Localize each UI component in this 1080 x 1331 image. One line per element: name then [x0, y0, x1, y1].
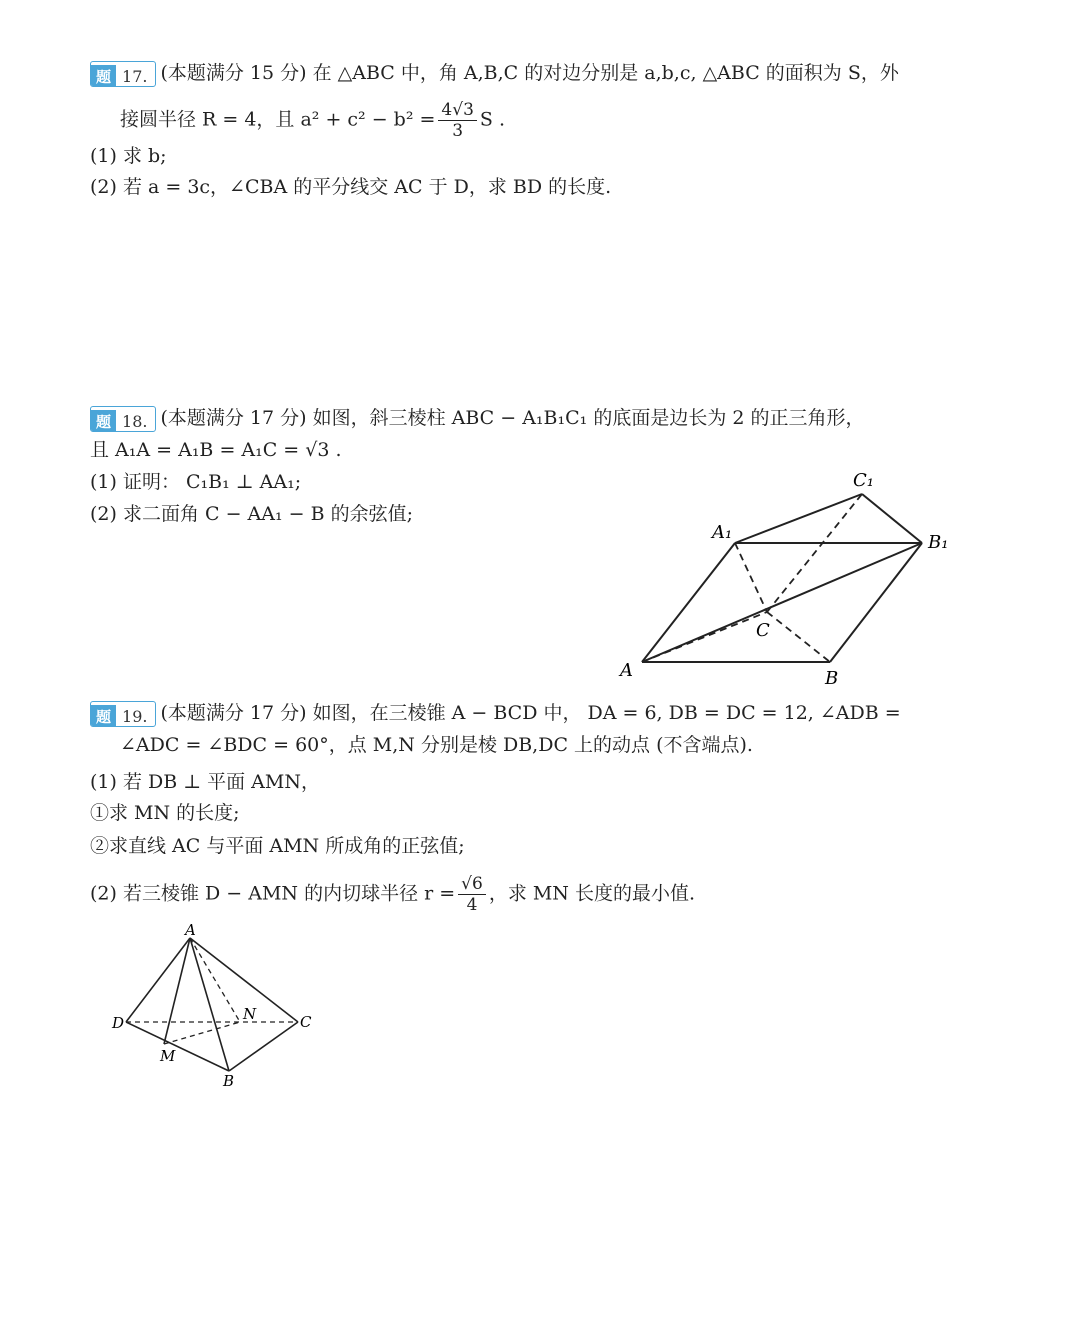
problem-17-tag [90, 61, 156, 87]
problem-17-line1 [90, 59, 899, 87]
problem-19-q2-text: (2) 若三棱锥 D − AMN 的内切球半径 r = [90, 882, 456, 905]
label-N: N [243, 1005, 257, 1023]
diagonal-A-B1 [642, 543, 922, 662]
problem-17-line2 [120, 100, 505, 141]
label-C1: C₁ [853, 470, 874, 491]
problem-number: 19. [122, 707, 148, 726]
problem-19-q1b: ②求直线 AC 与平面 AMN 所成角的正弦值; [90, 835, 465, 857]
problem-17-stem: (本题满分 15 分) 在 △ABC 中，角 A,B,C 的对边分别是 a,b,c, △ABC 的面积为 S，外 [160, 62, 899, 84]
problem-number: 17. [122, 67, 148, 86]
problem-17-q1: (1) 求 b; [90, 145, 167, 167]
tetrahedron-figure [100, 915, 330, 1095]
problem-19-q2 [90, 874, 695, 915]
problem-19-q1a: ①求 MN 的长度; [90, 802, 240, 824]
problem-tag-icon: 题 [91, 410, 116, 432]
edge-C-B-hidden [767, 612, 830, 662]
edge-A1-C-hidden [735, 543, 767, 612]
edge-B-C [229, 1022, 298, 1071]
edge-M-N-hidden [164, 1022, 240, 1044]
edge-B1-B [830, 543, 922, 662]
fraction-root6-over-4 [458, 874, 486, 915]
problem-18-line1 [90, 404, 864, 432]
problem-tag-icon: 题 [91, 65, 116, 87]
problem-18-q1: (1) 证明： C₁B₁ ⊥ AA₁; [90, 471, 302, 493]
label-B: B [223, 1072, 235, 1090]
problem-19-q2-end: ，求 MN 长度的最小值. [488, 882, 696, 905]
edge-A-N-hidden [190, 938, 240, 1022]
label-B: B [825, 668, 839, 689]
problem-18-stem: (本题满分 17 分) 如图，斜三棱柱 ABC − A₁B₁C₁ 的底面是边长为 2 的正三角形， [160, 407, 865, 429]
label-B1: B₁ [928, 532, 949, 553]
problem-18-tag [90, 406, 156, 432]
problem-18-line2: 且 A₁A = A₁B = A₁C = √3 . [90, 439, 342, 461]
label-C: C [300, 1013, 312, 1031]
problem-19-q1: (1) 若 DB ⊥ 平面 AMN， [90, 771, 320, 793]
label-C: C [756, 620, 770, 641]
edge-D-B [126, 1022, 229, 1071]
problem-tag-icon: 题 [91, 705, 116, 727]
fraction-numerator: √6 [458, 874, 486, 895]
problem-number: 18. [122, 412, 148, 431]
fraction-denominator: 3 [452, 121, 464, 141]
problem-17-condition-end: S . [479, 108, 505, 131]
problem-17-condition: 接圆半径 R = 4，且 a² + c² − b² = [120, 108, 436, 131]
problem-18-q2: (2) 求二面角 C − AA₁ − B 的余弦值; [90, 503, 413, 525]
problem-19-line1 [90, 699, 901, 727]
label-A: A [620, 660, 633, 681]
edge-A-B [190, 938, 229, 1071]
problem-19-line2: ∠ADC = ∠BDC = 60°，点 M,N 分别是棱 DB,DC 上的动点 (不含端点). [120, 734, 753, 756]
fraction-4root3-over-3 [438, 100, 476, 141]
fraction-numerator: 4√3 [438, 100, 476, 121]
edge-C1-B1 [862, 494, 922, 543]
fraction-denominator: 4 [466, 895, 478, 915]
label-A: A [185, 921, 196, 939]
problem-17-q2: (2) 若 a = 3c，∠CBA 的平分线交 AC 于 D，求 BD 的长度. [90, 176, 612, 198]
label-A1: A₁ [712, 522, 733, 543]
problem-19-tag [90, 701, 156, 727]
label-M: M [160, 1047, 176, 1065]
label-D: D [112, 1014, 125, 1032]
prism-figure [600, 460, 970, 700]
problem-19-stem: (本题满分 17 分) 如图，在三棱锥 A − BCD 中， DA = 6, DB = DC = 12, ∠ADB = [160, 702, 901, 724]
